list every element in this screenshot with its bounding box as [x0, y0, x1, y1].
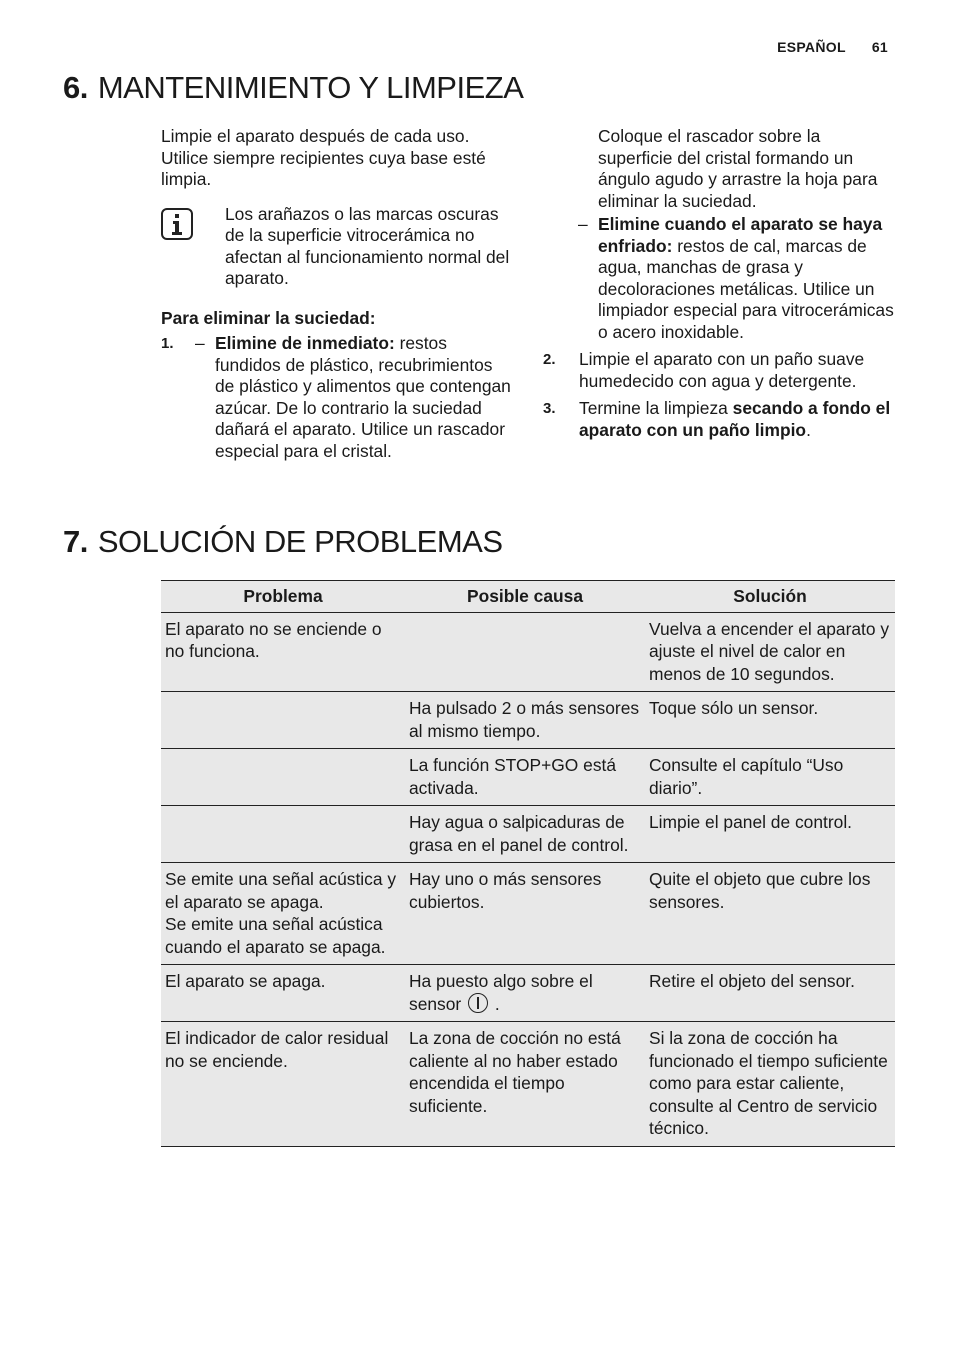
- header-problem: Problema: [161, 581, 405, 613]
- dash-bullet: –: [578, 214, 588, 234]
- step-2-number: 2.: [543, 351, 556, 368]
- section-6-right-column: [543, 126, 899, 441]
- step-1-dash-1-text: restos fundidos de plástico, recubrimientos de plástico y alimentos que contengan azúcar. De lo contrario la suciedad dañará el aparato. Utilice un rascador especial para el cristal.: [215, 333, 511, 461]
- cell-problem: El aparato se apaga.: [161, 965, 405, 1022]
- step-3: 3. Termine la limpieza secando a fondo el aparato con un paño limpio.: [543, 398, 891, 440]
- cleaning-subheading: Para eliminar la suciedad:: [161, 307, 376, 328]
- table-row: [161, 1022, 895, 1147]
- cell-problem-line-a: Se emite una señal acústica y el aparato se apaga.: [165, 869, 397, 912]
- power-icon: [468, 993, 488, 1013]
- header-solution: Solución: [645, 581, 895, 613]
- info-note: [161, 204, 511, 290]
- table-row: [161, 749, 895, 806]
- step-3-number: 3.: [543, 400, 556, 417]
- cell-problem: [161, 863, 405, 965]
- header-language: ESPAÑOL: [777, 39, 846, 55]
- step-3-bold: secando a fondo el aparato con un paño limpio: [579, 398, 891, 440]
- section-7-number: 7.: [63, 524, 88, 559]
- step-2-text: Limpie el aparato con un paño suave humedecido con agua y detergente.: [579, 349, 865, 391]
- cell-cause: La función STOP+GO está activada.: [405, 749, 645, 806]
- cell-cause: Ha puesto algo sobre el sensor .: [405, 965, 645, 1022]
- cell-solution: Si la zona de cocción ha funcionado el tiempo suficiente como para estar caliente, consulte al Centro de servicio técnico.: [645, 1022, 895, 1147]
- cell-solution: Retire el objeto del sensor.: [645, 965, 895, 1022]
- cell-problem: El aparato no se enciende o no funciona.: [161, 612, 405, 692]
- table-header-row: [161, 581, 895, 613]
- table-row: [161, 612, 895, 692]
- table-row: [161, 965, 895, 1022]
- cell-problem: [161, 806, 405, 863]
- cell-cause: La zona de cocción no está caliente al no haber estado encendida el tiempo suficiente.: [405, 1022, 645, 1147]
- section-7-title: 7. SOLUCIÓN DE PROBLEMAS: [63, 524, 503, 559]
- cell-cause: Hay agua o salpicaduras de grasa en el panel de control.: [405, 806, 645, 863]
- cell-problem: El indicador de calor residual no se enciende.: [161, 1022, 405, 1147]
- intro-paragraph: Limpie el aparato después de cada uso. Utilice siempre recipientes cuya base esté limpia.: [161, 126, 486, 189]
- cell-solution: Limpie el panel de control.: [645, 806, 895, 863]
- cell-problem: [161, 749, 405, 806]
- info-note-text: Los arañazos o las marcas oscuras de la superficie vitrocerámica no afectan al funcionamiento normal del aparato.: [225, 203, 510, 288]
- troubleshooting-table: [161, 580, 895, 1147]
- step-1-dash-2-text: restos de cal, marcas de agua, manchas de grasa y decoloraciones metálicas. Utilice un limpiador especial para vitrocerámicas o acero inoxidable.: [598, 235, 894, 342]
- table-row: [161, 806, 895, 863]
- step-1-dash-2-bold: Elimine cuando el aparato se haya enfriado:: [598, 214, 883, 256]
- section-6-left-column: [161, 126, 511, 462]
- section-6-number: 6.: [63, 70, 88, 105]
- cell-solution: Consulte el capítulo “Uso diario”.: [645, 749, 895, 806]
- cell-solution: Toque sólo un sensor.: [645, 692, 895, 749]
- page-header: [751, 39, 888, 55]
- cell-solution: Quite el objeto que cubre los sensores.: [645, 863, 895, 965]
- cell-cause: [405, 612, 645, 692]
- section-6-title: 6. MANTENIMIENTO Y LIMPIEZA: [63, 70, 524, 105]
- header-cause: Posible causa: [405, 581, 645, 613]
- step-2: [543, 349, 899, 392]
- table-row: [161, 692, 895, 749]
- cell-problem: [161, 692, 405, 749]
- cell-problem-line-b: Se emite una señal acústica cuando el aparato se apaga.: [165, 914, 386, 957]
- cell-cause: Hay uno o más sensores cubiertos.: [405, 863, 645, 965]
- step-1-continuation: Coloque el rascador sobre la superficie del cristal formando un ángulo agudo y arrastre la hoja para eliminar la suciedad.: [598, 126, 878, 211]
- step-1-dash-2: [578, 214, 899, 343]
- cell-cause: Ha pulsado 2 o más sensores al mismo tiempo.: [405, 692, 645, 749]
- header-page-number: 61: [871, 39, 888, 55]
- step-1-number: 1.: [161, 335, 174, 352]
- dash-bullet: –: [195, 333, 205, 353]
- step-1: [161, 333, 511, 462]
- table-row: [161, 863, 895, 965]
- cell-solution: Vuelva a encender el aparato y ajuste el nivel de calor en menos de 10 segundos.: [645, 612, 895, 692]
- step-1-dash-1-bold: Elimine de inmediato:: [215, 333, 395, 353]
- info-icon: [161, 208, 193, 240]
